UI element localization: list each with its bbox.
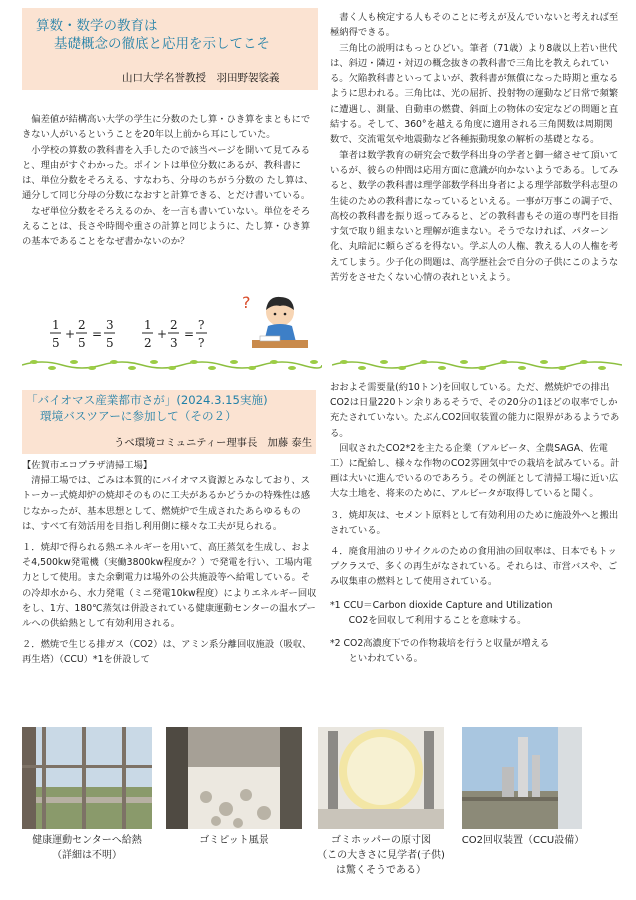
photo-health-center — [22, 727, 152, 829]
photo-garbage-pit — [166, 727, 302, 829]
fraction-eq-1 — [48, 316, 126, 354]
paragraph: 小学校の算数の教科書を入手したので該当ページを開いて見てみると、理由がすぐわかった。ポイントは単位分数にあるが、教科書には、単位分数をそろえる、すなわち、分母のちがう分数の たし算は、通分して同じ分母の分数になおすと計算できる、とだけ書いている。 — [22, 144, 314, 202]
svg-text:?: ? — [198, 336, 205, 350]
article1-title: 算数・数学の教育は 基礎概念の徹底と応用を示してこそ — [36, 18, 270, 52]
paragraph: 書く人も検定する人もそのことに考えが及んでいないと考えれば至極納得できる。 — [330, 12, 619, 39]
photo-caption: CO2回収装置（CCU設備） — [461, 835, 585, 846]
student-illustration — [240, 290, 310, 356]
vine-divider-left — [22, 357, 322, 371]
photo-caption: ゴミピット風景 — [199, 835, 269, 846]
svg-text:+: + — [157, 327, 168, 341]
paragraph: 筆者は数学教育の研究会で数学科出身の学者と御一緒させて頂いているが、彼らの仲間は応用方面に意識が向かないようである。してみると、数学の教科書は理学部数学科出身者による理学部数学科志望の生徒のための教科書になっているといえる。一事が万事この調子で、高校の教科書を振り返ってみると、どの教科書もその道の専門を目指す気で取り組まないと理解が進まない。そうでなければ、パターン化、丸暗記に頼らざるを得ない。学ぶ人の人権、教える人の人権を考えてしまう。少子化の問題は、高学歴社会で自分の子供にこのような苦労をさせたくない心情の表れといえよう。 — [330, 149, 619, 284]
article2-author: うべ環境コミュニティー理事長 加藤 泰生 — [114, 437, 312, 449]
paragraph: 回収されたCO2*2を主たる企業（アルビータ、全農SAGA、佐電工）に配給し、様々な作物のCO2雰囲気中での栽培を試みている。計画は大いに進んでいるのであろう。その例証として清掃工場に近い広大な土地を、将来のために、アルビータが取得していると聞く。 — [330, 442, 620, 500]
photo-caption: 健康運動センターへ給熱 （詳細は不明） — [32, 835, 142, 861]
list-item: ４．廃食用油のリサイクルのための食用油の回収率は、日本でもトップクラスで、多くの再生がなされている。それらは、市営バスや、ごみ収集車の燃料として使用されている。 — [330, 546, 618, 588]
paragraph: 三角比の説明はもっとひどい。筆者（71歳）より8歳以上若い世代は、斜辺・隣辺・対辺の概念抜きの教科書で三角比を教えられている。欠陥教科書といってよいが、教科書が無償になった時期と重なるように思われる。三角比は、光の屈折、投射物の運動など日常で頻繁に遭遇し、測量、自動車の燃費、斜面上の物体の安定などの問題と直結する。そして、360°を越える角度に適用される三角関数は周期関数で、交流電気や地震動など各種振動現象の解析の基礎となる。 — [330, 42, 619, 146]
svg-text:+: + — [65, 327, 76, 341]
photo-caption: ゴミホッパーの原寸図 （この大きさに見学者(子供) は驚くそうである） — [317, 835, 445, 876]
article1-author: 山口大学名誉教授 羽田野袈裟義 — [122, 72, 280, 84]
section-heading: 【佐賀市エコプラザ清掃工場】 — [22, 460, 153, 471]
svg-text:2: 2 — [78, 318, 86, 332]
photo-garbage-hopper — [318, 727, 444, 829]
question-mark: ? — [242, 293, 251, 312]
svg-text:1: 1 — [52, 318, 60, 332]
list-item: ３．焼却灰は、セメント原料として有効利用のために施設外へと搬出されている。 — [330, 509, 619, 536]
svg-text:1: 1 — [144, 318, 152, 332]
paragraph: 偏差値が結構高い大学の学生に分数のたし算・ひき算をまともにできない人がいるということを20年以上前から耳にしていた。 — [22, 114, 311, 141]
list-item: １．焼却で得られる熱エネルギーを用いて、高圧蒸気を生成し、およそ4,500kw発電機（実働3800kw程度か？）で発電を行い、工場内電力として使用。また余剰電力は場外の公共施設等へ給電している。その冷却水から、水力発電（ミニ発電10kw程度）によりエネルギー回収をし、1方、180℃蒸気は併設されている健康運動センターの温水プールへの供給熱として有効利用される。 — [22, 542, 317, 630]
article2-body-left — [22, 458, 318, 668]
svg-text:2: 2 — [170, 318, 178, 332]
svg-text:5: 5 — [78, 336, 86, 350]
article2-body-right — [330, 380, 620, 666]
paragraph: おおよそ需要量(約10トン)を回収している。ただ、燃焼炉での排出CO2は日量220トン余りあるそうで、その20分の1ほどの収率でしか充たされていない。たぶんCO2回収装置の能力に限界があるようである。 — [330, 382, 620, 439]
svg-text:=: = — [184, 327, 195, 341]
svg-text:5: 5 — [52, 336, 60, 350]
footnote-1: *1 CCU＝Carbon dioxide Capture and Utilization CO2を回収して利用することを意味する。 — [330, 599, 553, 626]
paragraph: なぜ単位分数をそろえるのか、を一言も書いていない。単位をそろえることは、長さや時間や重さの計算と同じように、たし算・ひき算の基本であることをなぜ書かないのか？ — [22, 205, 311, 248]
article2-title: 「バイオマス産業都市さが」(2024.3.15実施) 環境バスツアーに参加して（その２） — [26, 393, 268, 423]
photo-co2-recovery — [462, 727, 582, 829]
svg-text:5: 5 — [106, 336, 114, 350]
fraction-eq-2 — [140, 316, 220, 354]
footnote-2: *2 CO2高濃度下での作物栽培を行うと収量が増える といわれている。 — [330, 638, 550, 665]
svg-text:?: ? — [198, 318, 205, 332]
vine-divider-right — [332, 357, 622, 371]
svg-text:3: 3 — [170, 336, 178, 350]
svg-text:2: 2 — [144, 336, 152, 350]
article1-body-right — [330, 10, 620, 285]
paragraph: 清掃工場では、ごみは本質的にバイオマス資源とみなしており、ストーカー式焼却炉の焼却そのものに工夫があるかどうかの特殊性は感じなかったが、基本思想として、燃焼炉で生成されたあらゆるものは、すべて有効活用を目指し利用側に様々な工夫が見られる。 — [22, 475, 311, 532]
svg-text:3: 3 — [106, 318, 114, 332]
article2-header — [22, 390, 316, 454]
article1-body-left — [22, 112, 318, 250]
list-item: ２．燃焼で生じる排ガス（CO2）は、アミン系分離回収施設（吸収、再生塔）（CCU）*1を併設して — [22, 639, 312, 666]
svg-text:=: = — [92, 327, 103, 341]
